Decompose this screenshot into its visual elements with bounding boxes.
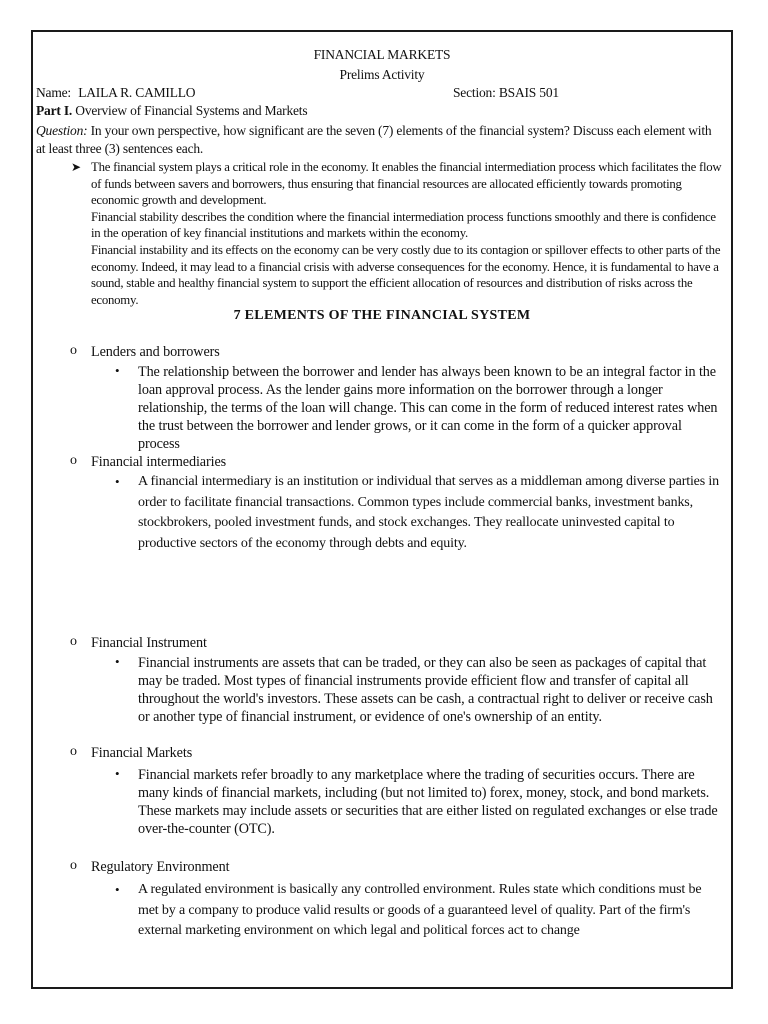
- bullet-icon: •: [115, 474, 120, 489]
- elements-heading: 7 ELEMENTS OF THE FINANCIAL SYSTEM: [233, 308, 531, 323]
- bullet-icon: •: [115, 882, 120, 897]
- element-description: Financial markets refer broadly to any marketplace where the trading of securities occurs. There are many kinds of financial markets, including (but not limited to) forex, money, stock, and bond markets. These markets may include assets or securities that are either listed on regulated exchanges or else trade over-the-counter (OTC).: [138, 767, 718, 837]
- part-label: Part I.: [36, 103, 73, 118]
- student-name: LAILA R. CAMILLO: [78, 85, 196, 100]
- answer-arrow-icon: ➤: [71, 160, 82, 174]
- outer-bullet-icon: o: [70, 858, 77, 873]
- element-description: Financial instruments are assets that can be traded, or they can also be seen as packages of capital that may be traded. Most types of financial instruments provide efficient flow and transfer of capital all throughout the world's investors. These assets can be cash, a contractual right to deliver or receive cash or another type of financial instrument, or evidence of one's ownership of an entity.: [138, 655, 713, 725]
- part-heading: [36, 102, 307, 120]
- document-title: FINANCIAL MARKETS: [313, 47, 451, 62]
- element-title: Financial Markets: [91, 745, 193, 761]
- bullet-icon: •: [115, 766, 120, 781]
- element-title: Regulatory Environment: [91, 859, 230, 875]
- document-subtitle: Prelims Activity: [339, 67, 425, 82]
- outer-bullet-icon: o: [70, 634, 77, 649]
- question-text: In your own perspective, how significant are the seven (7) elements of the financial system? Discuss each element with at least three (3) sentences each.: [36, 123, 712, 156]
- answer-block: [91, 159, 725, 308]
- name-label: Name:: [36, 85, 71, 100]
- outer-bullet-icon: o: [70, 744, 77, 759]
- element-description: A financial intermediary is an institution or individual that serves as a middleman among diverse parties in order to facilitate financial transactions. Common types include commercial banks, investment banks, stockbrokers, pooled investment funds, and stock exchanges. They reallocate uninvested capital to productive sectors of the economy through debts and equity.: [138, 474, 719, 552]
- question-label: Question:: [36, 123, 88, 138]
- outer-bullet-icon: o: [70, 343, 77, 358]
- element-description: The relationship between the borrower and lender has always been known to be an integral factor in the loan approval process. As the lender gains more information on the borrower through a longer relationship, the terms of the loan will change. This can come in the form of reduced interest rates when the trust between the borrower and lender grows, or it can come in the form of a quicker approval process: [138, 364, 718, 452]
- outer-bullet-icon: o: [70, 453, 77, 468]
- document-page: [31, 30, 733, 989]
- answer-paragraph: Financial instability and its effects on the economy can be very costly due to its contagion or spillover effects to other parts of the economy. Indeed, it may lead to a financial crisis with adverse consequences for the economy. Hence, it is fundamental to have a sound, stable and healthy financial system to support the efficient allocation of resources and distribution of risks across the economy.: [91, 242, 721, 307]
- answer-paragraph: The financial system plays a critical role in the economy. It enables the financial intermediation process which facilitates the flow of funds between savers and borrowers, thus ensuring that financial resources are allocated efficiently towards promoting economic growth and development.: [91, 160, 722, 208]
- bullet-icon: •: [115, 654, 120, 669]
- section-value: BSAIS 501: [498, 85, 559, 100]
- element-title: Financial Instrument: [91, 635, 207, 651]
- element-title: Financial intermediaries: [91, 454, 227, 470]
- name-line: [36, 84, 195, 102]
- bullet-icon: •: [115, 363, 120, 378]
- section-line: [453, 84, 559, 102]
- question: [36, 122, 716, 158]
- element-title: Lenders and borrowers: [91, 344, 220, 360]
- element-description: A regulated environment is basically any controlled environment. Rules state which conditions must be met by a company to produce valid results or goods of a guaranteed level of quality. Part of the firm's external marketing environment on which legal and political forces act to change: [138, 882, 702, 938]
- part-title: Overview of Financial Systems and Markets: [75, 103, 308, 118]
- answer-paragraph: Financial stability describes the condition where the financial intermediation process functions smoothly and there is confidence in the operation of key financial institutions and markets within the economy.: [91, 209, 716, 241]
- section-label: Section:: [453, 85, 496, 100]
